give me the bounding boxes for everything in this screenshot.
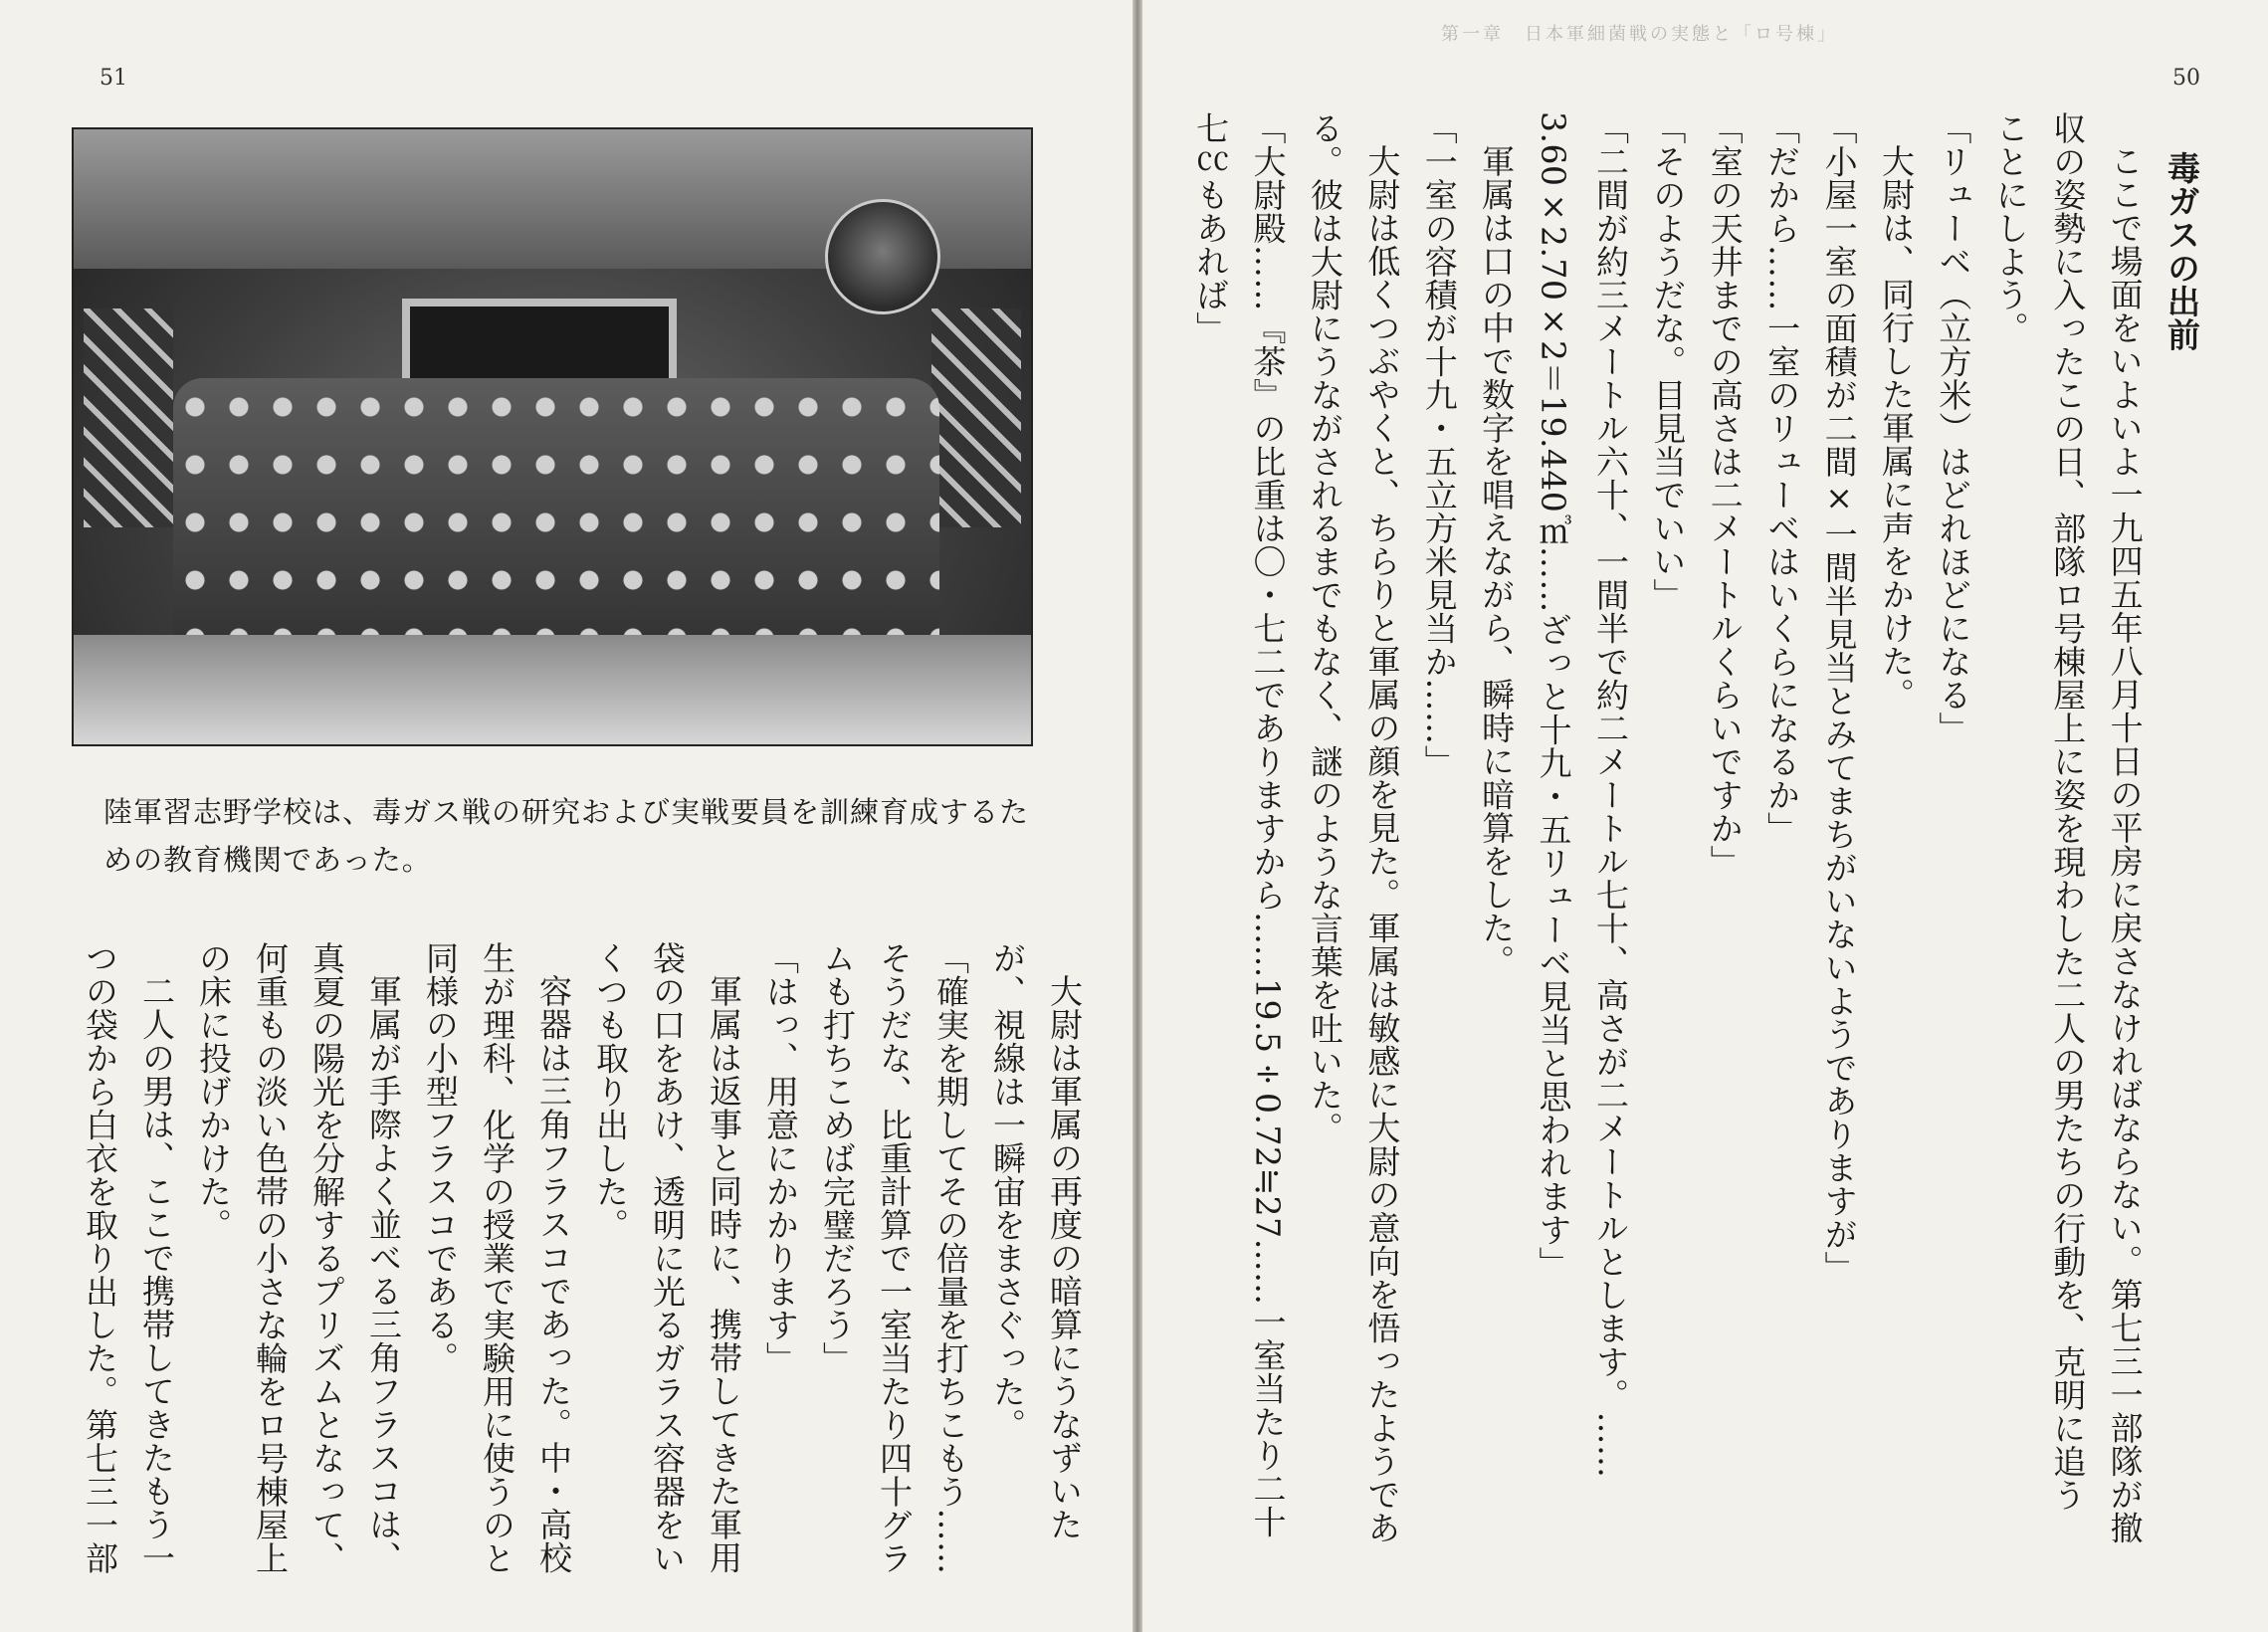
paragraph: 「大尉殿……『茶』の比重は〇・七二でありますから……19.5÷0.72≒27……一室当たり二十七㏄もあれば」 bbox=[1191, 111, 1288, 1539]
page-number-left: 51 bbox=[100, 66, 127, 91]
paragraph: 大尉は、同行した軍属に声をかけた。 bbox=[1876, 144, 1916, 712]
paragraph: 軍属は返事と同時に、携帯してきた軍用袋の口をあけ、透明に光るガラス容器をいくつも取り出した。 bbox=[591, 941, 743, 1575]
paragraph: 「室の天井までの高さは二メートルくらいですか」 bbox=[1705, 111, 1745, 879]
paragraph: 二人の男は、ここで携帯してきたもう一つの袋から白衣を取り出した。第七三一部 bbox=[81, 941, 176, 1575]
paragraph: 「確実を期してその倍量を打ちこもう……そうだな、比重計算で一室当たり四十グラムも打ちこめば完璧だろう」 bbox=[818, 941, 970, 1575]
right-page bbox=[1142, 0, 2268, 1632]
paragraph: ここで場面をいよいよ一九四五年八月十日の平房に戻さなければならない。第七三一部隊が撤収の姿勢に入ったこの日、部隊ロ号棟屋上に姿を現わした二人の男たちの行動を、克明に追うことにしよう。 bbox=[1990, 111, 2145, 1544]
paragraph: 「一室の容積が十九・五立方米見当か……」 bbox=[1419, 111, 1459, 778]
paragraph: 「はっ、用意にかかります」 bbox=[761, 941, 800, 1375]
photo-soldiers-group bbox=[173, 378, 939, 677]
photo-caption: 陸軍習志野学校は、毒ガス戦の研究および実戦要員を訓練育成するための教育機関であった。 bbox=[103, 795, 1030, 877]
paragraph: 大尉は軍属の再度の暗算にうなずいたが、視線は一瞬宙をまさぐった。 bbox=[988, 941, 1084, 1541]
paragraph: 「小屋一室の面積が二間×一間半見当とみてまちがいないようでありますが」 bbox=[1819, 111, 1859, 1285]
paragraph: 「そのようだな。目見当でいい」 bbox=[1648, 111, 1688, 612]
paragraph: 「二間が約三メートル六十、一間半で約二メートル七十、高さが二メートルとします。……3.60×2.70×2＝19.440㎥……ざっと十九・五リューベ見当と思われます」 bbox=[1534, 111, 1630, 1479]
page-number-right: 50 bbox=[2172, 66, 2200, 91]
paragraph: 軍属が手際よく並べる三角フラスコは、真夏の陽光を分解するプリズムとなって、何重もの淡い色帯の小さな輪をロ号棟屋上の床に投げかけた。 bbox=[194, 941, 403, 1575]
paragraph: 大尉は低くつぶやくと、ちらりと軍属の顔を見た。軍属は敏感に大尉の意向を悟ったようである。彼は大尉にうながされるまでもなく、謎のような言葉を吐いた。 bbox=[1305, 111, 1402, 1544]
book-gutter bbox=[1133, 0, 1142, 1632]
photo-ground bbox=[74, 635, 1031, 744]
running-head: 第一章 日本軍細菌戦の実態と「ロ号棟」 bbox=[1441, 24, 1838, 45]
photo-inset-portrait bbox=[825, 199, 940, 314]
group-photo bbox=[72, 127, 1033, 746]
paragraph: 容器は三角フラスコであった。中・高校生が理科、化学の授業で実験用に使うのと同様の小型フラスコである。 bbox=[421, 941, 573, 1575]
left-body-text bbox=[58, 941, 1093, 1578]
paragraph: 「だから……一室のリューベはいくらになるか」 bbox=[1762, 111, 1802, 845]
left-page bbox=[0, 0, 1133, 1632]
paragraph: 軍属は口の中で数字を唱えながら、瞬時に暗算をした。 bbox=[1477, 144, 1517, 978]
right-body-text bbox=[1191, 111, 2210, 1544]
section-heading: 毒ガスの出前 bbox=[2163, 151, 2201, 351]
photo-lattice-right bbox=[931, 308, 1021, 527]
photo-lattice-left bbox=[84, 308, 173, 527]
paragraph: 「リューベ（立方米）はどれほどになる」 bbox=[1934, 111, 1973, 745]
